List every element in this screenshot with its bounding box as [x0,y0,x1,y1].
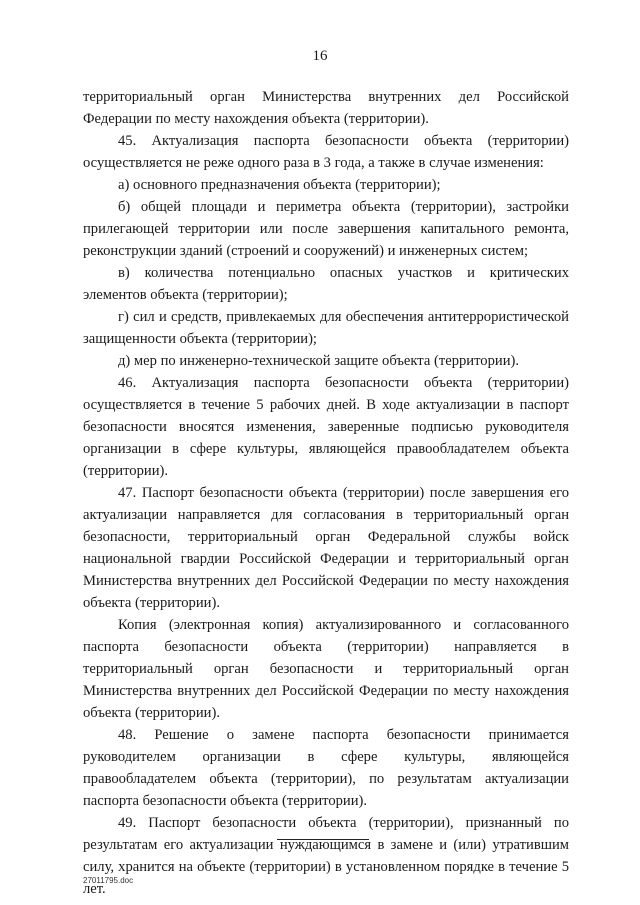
paragraph-47: 47. Паспорт безопасности объекта (территории) после завершения его актуализации направляется для согласования в территориальный орган безопасности, территориальный орган Федеральной службы войск национальной гвардии Российской Федерации и территориальный орган Министерства внутренних дел Российской Федерации по месту нахождения объекта (территории). [83,485,569,611]
paragraph-continuation: территориальный орган Министерства внутренних дел Российской Федерации по месту нахождения объекта (территории). [83,89,569,127]
footer-document-code: 27011795.doc [83,876,134,885]
paragraph-45-d: д) мер по инженерно-технической защите объекта (территории). [118,353,520,369]
paragraph-47-copy: Копия (электронная копия) актуализированного и согласованного паспорта безопасности объекта (территории) направляется в территориальный орган безопасности и территориальный орган Министерства внутренних дел Российской Федерации по месту нахождения объекта (территории). [83,617,569,721]
paragraph-49: 49. Паспорт безопасности объекта (территории), признанный по результатам его актуализации нуждающимся в замене и (или) утратившим силу, хранится на объекте (территории) в установленном порядке в течение 5 лет. [83,815,569,897]
paragraph-45: 45. Актуализация паспорта безопасности объекта (территории) осуществляется не реже одного раза в 3 года, а также в случае изменения: [83,133,569,171]
paragraph-46: 46. Актуализация паспорта безопасности объекта (территории) осуществляется в течение 5 рабочих дней. В ходе актуализации в паспорт безопасности вносятся изменения, заверенные подписью руководителя организации в сфере культуры, являющейся правообладателем объекта (территории). [83,375,569,479]
paragraph-45-g: г) сил и средств, привлекаемых для обеспечения антитеррористической защищенности объекта (территории); [83,309,569,347]
end-separator-line [277,839,369,840]
page-number: 16 [312,48,328,64]
document-body [83,86,569,900]
paragraph-45-v: в) количества потенциально опасных участков и критических элементов объекта (территории); [83,265,569,303]
paragraph-48: 48. Решение о замене паспорта безопасности принимается руководителем организации в сфере культуры, являющейся правообладателем объекта (территории), по результатам актуализации паспорта безопасности объекта (территории). [83,727,569,809]
paragraph-45-b: б) общей площади и периметра объекта (территории), застройки прилегающей территории или после завершения капитального ремонта, реконструкции зданий (строений и сооружений) и инженерных систем; [83,199,569,259]
paragraph-45-a: а) основного предназначения объекта (территории); [118,177,441,193]
